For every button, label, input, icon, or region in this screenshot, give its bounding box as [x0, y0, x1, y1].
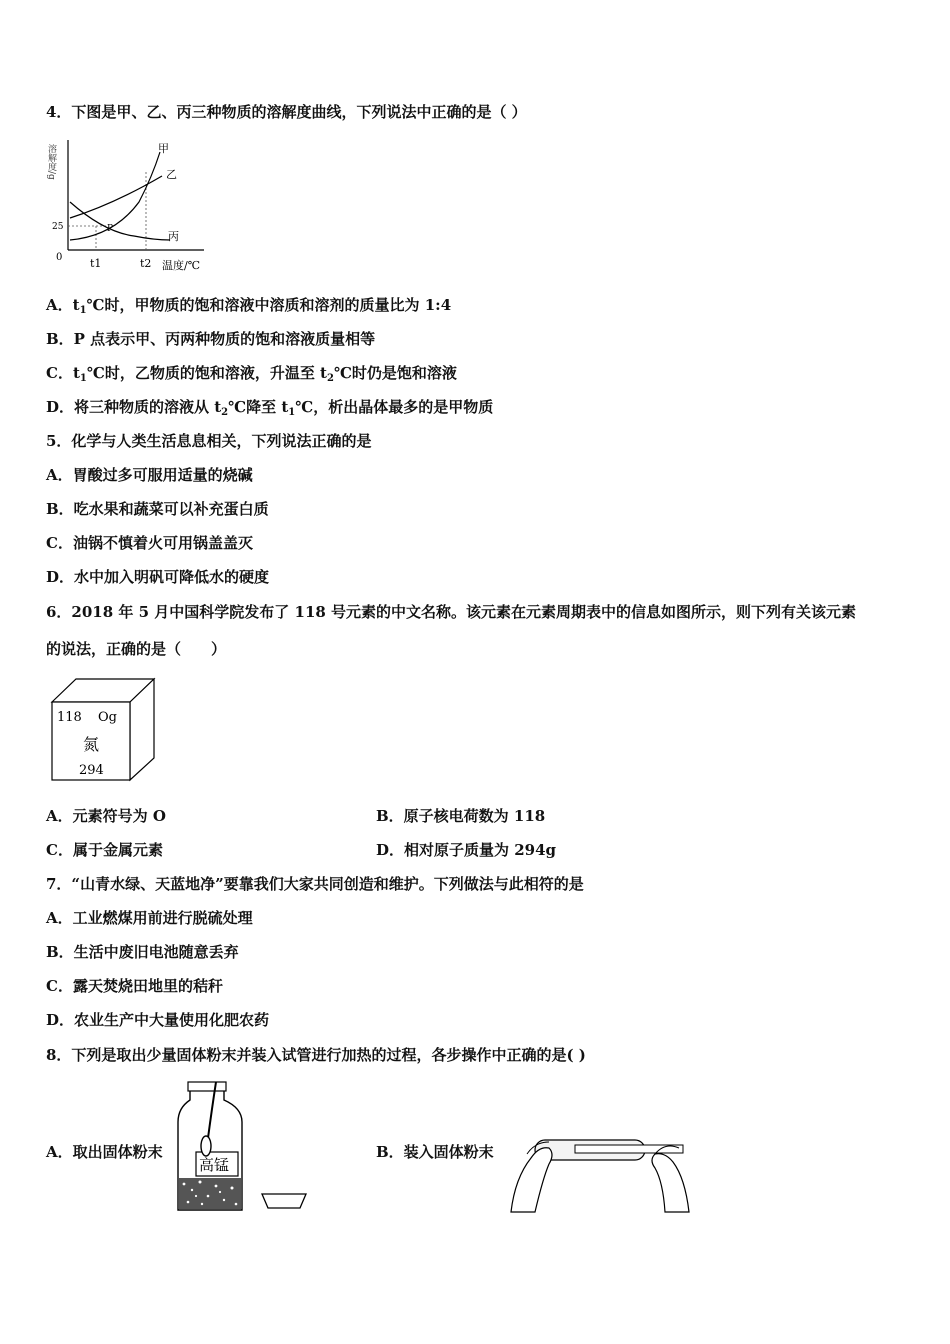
- x-axis-label: 温度/℃: [162, 259, 201, 272]
- q7-stem: 7．“山青水绿、天蓝地净”要靠我们大家共同创造和维护。下列做法与此相符的是: [46, 875, 584, 893]
- x-tick-t1: t1: [90, 257, 102, 270]
- q6-option-c: C．属于金属元素: [46, 841, 163, 859]
- q6-stem-line1: 6．2018 年 5 月中国科学院发布了 118 号元素的中文名称。该元素在元素周期表中的信息如图所示，则下列有关该元素: [46, 603, 857, 621]
- q4-option-d: D．将三种物质的溶液从 $t_2℃$降至 $t_1℃$，析出晶体最多的是甲物质: [46, 398, 494, 418]
- q5-option-d: D．水中加入明矾可降低水的硬度: [46, 568, 270, 586]
- reagent-jar-figure: [172, 1078, 312, 1214]
- q4-option-a: A．$t_1℃$时，甲物质的饱和溶液中溶质和溶剂的质量比为 1:4: [46, 296, 452, 316]
- q4-option-c: C．$t_1℃$时，乙物质的饱和溶液，升温至 $t_2℃$时仍是饱和溶液: [46, 364, 457, 384]
- label-p: P: [107, 224, 114, 234]
- q6-option-d: D．相对原子质量为 294g: [376, 841, 557, 859]
- label-jia: 甲: [158, 142, 169, 155]
- q6-stem-line2: 的说法，正确的是（ ）: [46, 640, 227, 658]
- q7-option-c: C．露天焚烧田地里的秸秆: [46, 977, 223, 995]
- q5-option-b: B．吃水果和蔬菜可以补充蛋白质: [46, 500, 269, 518]
- curve-jia: [70, 152, 160, 240]
- q8-option-b: B．装入固体粉末: [376, 1143, 494, 1161]
- element-number: 118: [57, 710, 82, 725]
- q7-option-a: A．工业燃煤用前进行脱硫处理: [46, 909, 253, 927]
- y-tick-25: 25: [52, 222, 64, 232]
- element-symbol: Og: [98, 710, 117, 725]
- q5-option-c: C．油锅不慎着火可用锅盖盖灭: [46, 534, 253, 552]
- y-axis-label: 溶解度/g: [46, 144, 56, 180]
- q4-option-b: B．P 点表示甲、丙两种物质的饱和溶液质量相等: [46, 330, 376, 348]
- q7-option-b: B．生活中废旧电池随意丢弃: [46, 943, 239, 961]
- jar-label: 高锰: [199, 1156, 230, 1174]
- q5-option-a: A．胃酸过多可服用适量的烧碱: [46, 466, 253, 484]
- q7-option-d: D．农业生产中大量使用化肥农药: [46, 1011, 270, 1029]
- x-tick-t2: t2: [140, 257, 152, 270]
- element-name: 氮: [83, 735, 100, 754]
- element-mass: 294: [79, 763, 104, 778]
- q6-option-a: A．元素符号为 O: [46, 807, 166, 825]
- q5-stem: 5．化学与人类生活息息相关，下列说法正确的是: [46, 432, 372, 450]
- test-tube-figure: [505, 1118, 695, 1214]
- q8-option-a: A．取出固体粉末: [46, 1143, 163, 1161]
- solubility-chart: [44, 132, 224, 274]
- origin-label: 0: [56, 252, 63, 263]
- label-yi: 乙: [166, 168, 177, 181]
- label-bing: 丙: [168, 230, 179, 243]
- q6-option-b: B．原子核电荷数为 118: [376, 807, 546, 825]
- q4-stem: 4．下图是甲、乙、丙三种物质的溶解度曲线，下列说法中正确的是（ ）: [46, 103, 527, 121]
- q8-stem: 8．下列是取出少量固体粉末并装入试管进行加热的过程，各步操作中正确的是( ): [46, 1046, 586, 1064]
- element-cell-figure: [48, 676, 158, 784]
